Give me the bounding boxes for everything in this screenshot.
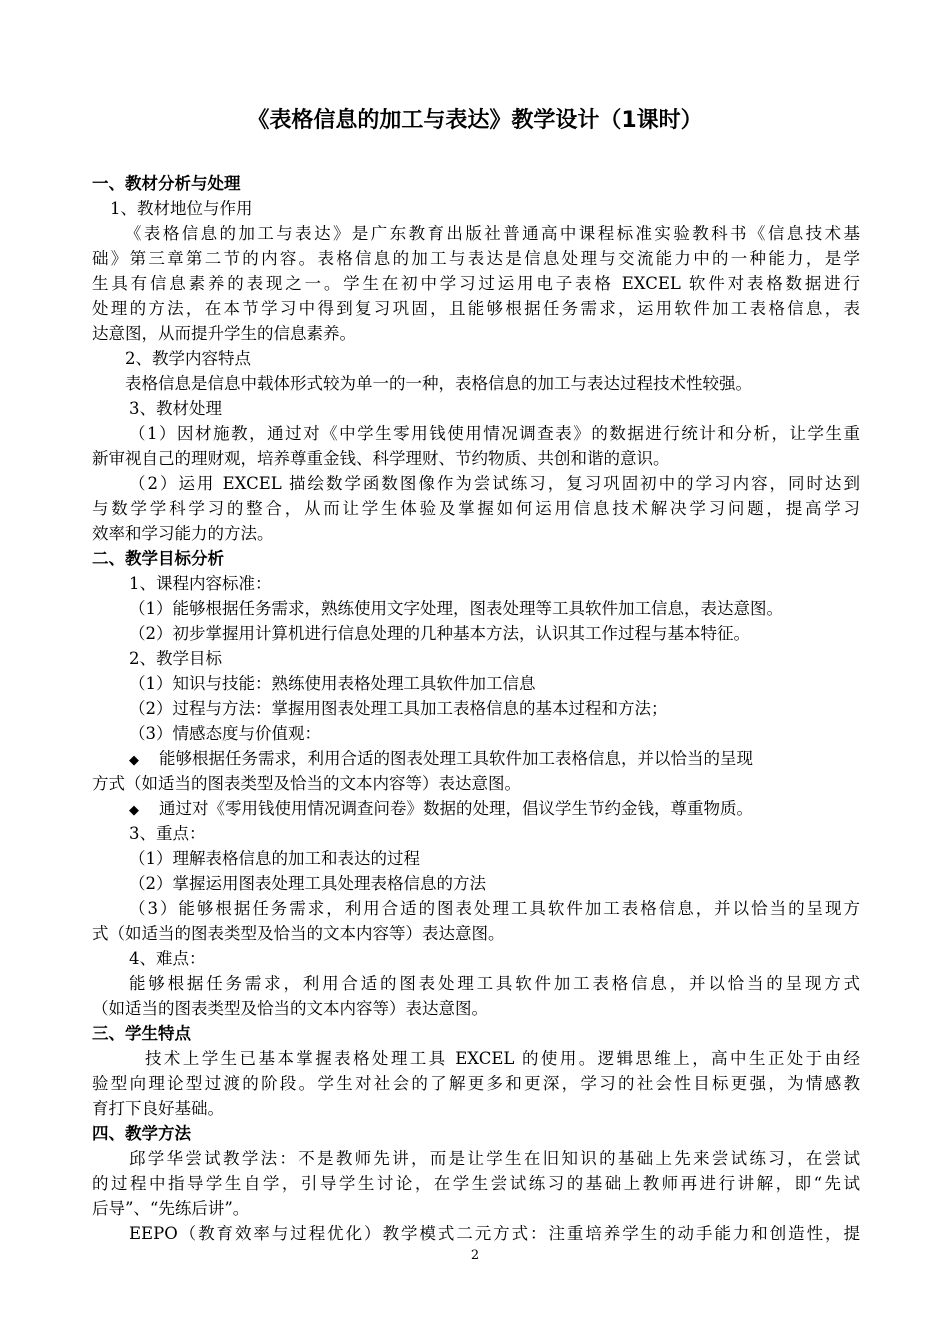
bullet-item <box>92 747 897 773</box>
paragraph-line: 与数学学科学习的整合，从而让学生体验及掌握如何运用信息技术解决学习问题，提高学习 <box>92 499 860 518</box>
subheading: 1、教材地位与作用 <box>110 199 253 218</box>
paragraph-line: 表格信息是信息中载体形式较为单一的一种，表格信息的加工与表达过程技术性较强。 <box>125 374 752 393</box>
page-number: 2 <box>470 1248 480 1263</box>
diamond-bullet-icon: ◆ <box>129 803 139 818</box>
paragraph-line: （2）过程与方法：掌握用图表处理工具加工表格信息的基本过程和方法； <box>129 699 668 718</box>
paragraph-line: 效率和学习能力的方法。 <box>92 524 274 543</box>
paragraph-line: （2）运用 EXCEL 描绘数学函数图像作为尝试练习，复习巩固初中的学习内容，同时达到 <box>129 474 860 493</box>
diamond-bullet-icon: ◆ <box>129 753 139 768</box>
paragraph-line: EEPO（教育效率与过程优化）教学模式二元方式：注重培养学生的动手能力和创造性，提 <box>129 1224 860 1243</box>
paragraph-line: 的过程中指导学生自学，引导学生讨论，在学生尝试练习的基础上教师再进行讲解，即“先试 <box>92 1174 860 1193</box>
paragraph-line: （1）知识与技能：熟练使用表格处理工具软件加工信息 <box>129 674 536 693</box>
paragraph-line: 邱学华尝试教学法：不是教师先讲，而是让学生在旧知识的基础上先来尝试练习，在尝试 <box>129 1149 860 1168</box>
section-heading-3: 三、学生特点 <box>92 1024 191 1043</box>
paragraph-line: 验型向理论型过渡的阶段。学生对社会的了解更多和更深，学习的社会性目标更强，为情感教 <box>92 1074 860 1093</box>
paragraph-line: （1）能够根据任务需求，熟练使用文字处理，图表处理等工具软件加工信息，表达意图。 <box>129 599 783 618</box>
paragraph-line: 生具有信息素养的表现之一。学生在初中学习过运用电子表格 EXCEL 软件对表格数据进行 <box>92 274 860 293</box>
paragraph-line: 后导”、“先练后讲”。 <box>92 1199 250 1218</box>
paragraph-line: （3）情感态度与价值观： <box>129 724 321 743</box>
section-heading-1: 一、教材分析与处理 <box>92 174 241 193</box>
subheading: 2、教学内容特点 <box>125 349 251 368</box>
subheading: 2、教学目标 <box>129 649 222 668</box>
paragraph-line: 新审视自己的理财观，培养尊重金钱、科学理财、节约物质、共创和谐的意识。 <box>92 449 670 468</box>
paragraph-line: （1）因材施教，通过对《中学生零用钱使用情况调查表》的数据进行统计和分析，让学生重 <box>129 424 860 443</box>
paragraph-line: 育打下良好基础。 <box>92 1099 224 1118</box>
paragraph-line: 能够根据任务需求，利用合适的图表处理工具软件加工表格信息，并以恰当的呈现方式 <box>129 974 860 993</box>
paragraph-line: （如适当的图表类型及恰当的文本内容等）表达意图。 <box>92 999 488 1018</box>
bullet-item <box>92 797 897 823</box>
section-heading-2: 二、教学目标分析 <box>92 549 224 568</box>
paragraph-line: 式（如适当的图表类型及恰当的文本内容等）表达意图。 <box>92 924 505 943</box>
subheading: 3、重点： <box>129 824 206 843</box>
section-heading-4: 四、教学方法 <box>92 1124 191 1143</box>
paragraph-line: 《表格信息的加工与表达》是广东教育出版社普通高中课程标准实验教科书《信息技术基 <box>125 224 860 243</box>
paragraph-line: 础》第三章第二节的内容。表格信息的加工与表达是信息处理与交流能力中的一种能力，是学 <box>92 249 860 268</box>
paragraph-line: 方式（如适当的图表类型及恰当的文本内容等）表达意图。 <box>92 774 521 793</box>
subheading: 4、难点： <box>129 949 206 968</box>
bullet-text: 通过对《零用钱使用情况调查问卷》数据的处理，倡议学生节约金钱，尊重物质。 <box>159 799 753 818</box>
subheading: 3、教材处理 <box>129 399 222 418</box>
paragraph-line: （2）掌握运用图表处理工具处理表格信息的方法 <box>129 874 486 893</box>
paragraph-line: 达意图，从而提升学生的信息素养。 <box>92 324 356 343</box>
paragraph-line: 技术上学生已基本掌握表格处理工具 EXCEL 的使用。逻辑思维上，高中生正处于由经 <box>145 1049 860 1068</box>
paragraph-line: （3）能够根据任务需求，利用合适的图表处理工具软件加工表格信息，并以恰当的呈现方 <box>129 899 860 918</box>
paragraph-line: 处理的方法，在本节学习中得到复习巩固，且能够根据任务需求，运用软件加工表格信息，表 <box>92 299 860 318</box>
paragraph-line: （1）理解表格信息的加工和表达的过程 <box>129 849 420 868</box>
subheading: 1、课程内容标准： <box>129 574 272 593</box>
document-title: 《表格信息的加工与表达》教学设计（1课时） <box>247 108 703 133</box>
paragraph-line: （2）初步掌握用计算机进行信息处理的几种基本方法，认识其工作过程与基本特征。 <box>129 624 750 643</box>
bullet-text: 能够根据任务需求，利用合适的图表处理工具软件加工表格信息，并以恰当的呈现 <box>159 749 753 768</box>
